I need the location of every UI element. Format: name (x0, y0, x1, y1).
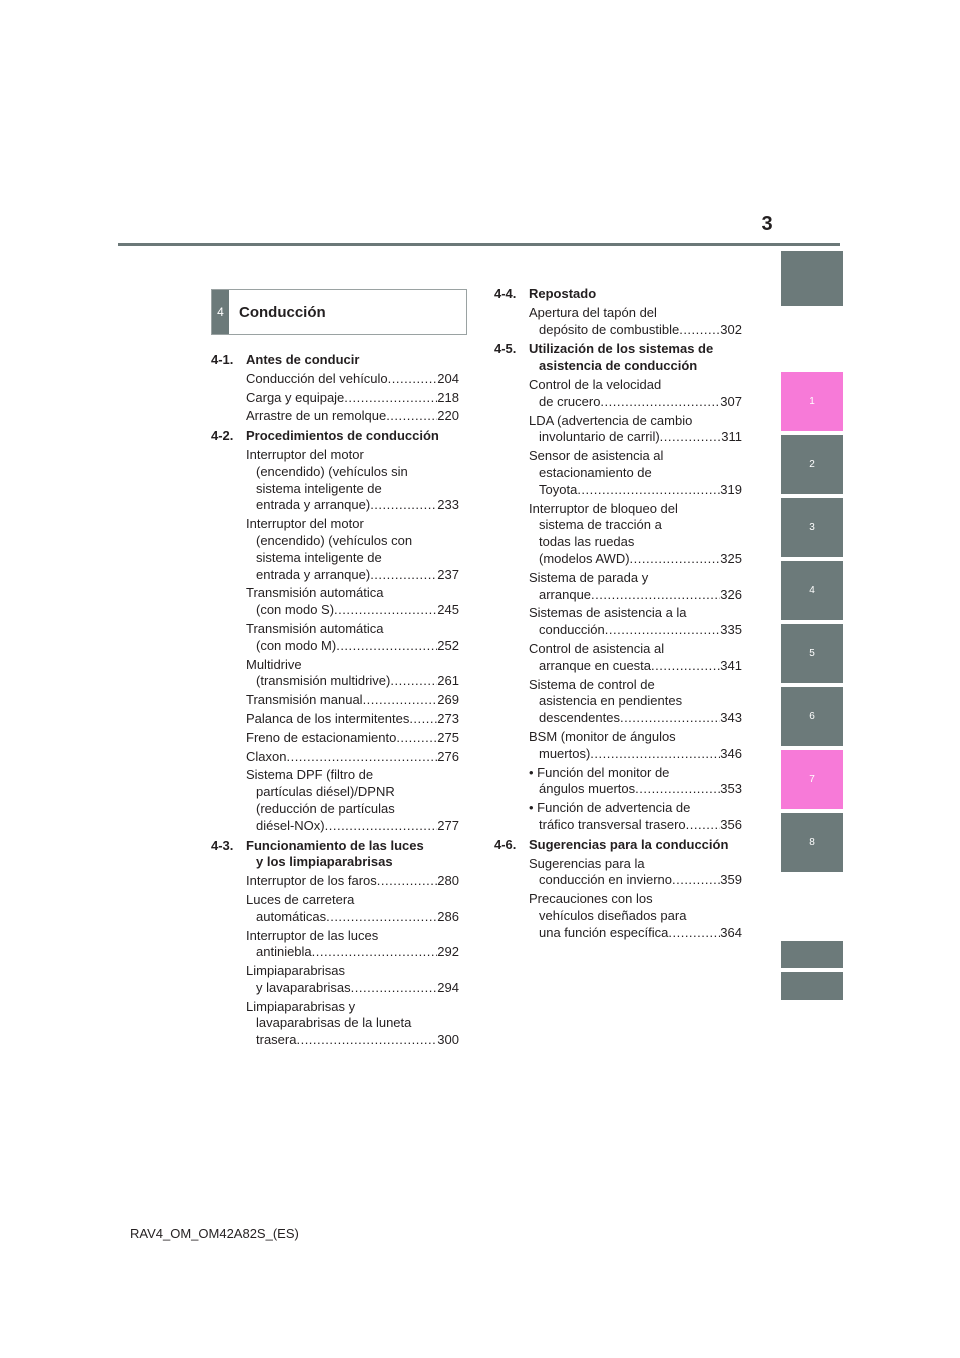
dot-leader (336, 638, 437, 655)
toc-entry-leader-line (246, 602, 459, 619)
toc-entry-text: y lavaparabrisas (256, 979, 351, 995)
toc-entry-text: Transmisión automática (246, 620, 384, 636)
subsection-number: 4-3. (211, 837, 234, 853)
toc-entry-text: Multidrive (246, 656, 302, 672)
toc-entry-text: una función específica (539, 924, 669, 940)
toc-entry-leader-line (529, 781, 742, 798)
toc-page-number: 307 (720, 393, 742, 409)
toc-entry-text: ángulos muertos (539, 781, 636, 797)
toc-entry-text: Transmisión automática (246, 585, 384, 601)
toc-entry-leader-line (246, 749, 459, 766)
dot-leader (386, 408, 437, 425)
toc-entry-text: trasera (256, 1032, 297, 1048)
section-number: 4 (212, 290, 229, 334)
toc-entry-text: antiniebla (256, 944, 312, 960)
chapter-tab-label: 2 (809, 459, 815, 470)
toc-entry[interactable] (211, 711, 459, 728)
toc-entry-leader-line (246, 692, 459, 709)
toc-entry-leader-line (246, 730, 459, 747)
toc-entry[interactable] (494, 677, 742, 727)
toc-subsection (494, 341, 742, 833)
subsection-heading[interactable] (494, 837, 742, 854)
dot-leader (296, 1032, 437, 1049)
dot-leader (326, 909, 437, 926)
dot-leader (351, 980, 438, 997)
toc-subsection (494, 286, 742, 338)
toc-entry-text: depósito de combustible (539, 321, 680, 337)
subsection-title (529, 341, 742, 375)
toc-entry-leader-line (246, 497, 459, 514)
toc-entry-text: (transmisión multidrive) (256, 673, 391, 689)
subsection-title-line: Utilización de los sistemas de (529, 341, 714, 357)
toc-page-number: 269 (437, 692, 459, 708)
section-title: Conducción (239, 303, 326, 321)
toc-page-number: 261 (437, 673, 459, 689)
toc-entry-text: (encendido) (vehículos sin (256, 463, 408, 479)
dot-leader (679, 322, 720, 339)
subsection-number: 4-6. (494, 836, 517, 852)
toc-page-number: 356 (720, 816, 742, 832)
toc-entry[interactable] (494, 800, 742, 834)
dot-leader (630, 551, 721, 568)
toc-subsection (211, 428, 459, 834)
toc-entry-text: sistema inteligente de (256, 549, 382, 565)
toc-page-number: 275 (437, 729, 459, 745)
subsection-number: 4-1. (211, 352, 234, 367)
toc-entry-text: Interruptor de las luces (246, 927, 379, 943)
dot-leader (377, 873, 438, 890)
toc-entry-text: lavaparabrisas de la luneta (256, 1015, 412, 1031)
chapter-tab-6[interactable] (781, 687, 843, 746)
toc-entry-text: asistencia en pendientes (539, 693, 683, 709)
chapter-tab-5[interactable] (781, 624, 843, 683)
dot-leader (409, 711, 437, 728)
toc-entry-text: Sugerencias para la (529, 855, 645, 871)
chapter-tab-label: 7 (809, 774, 815, 785)
toc-entry-leader-line (529, 551, 742, 568)
dot-leader (325, 818, 438, 835)
toc-entry-text: diésel-NOx) (256, 817, 325, 833)
dot-leader (334, 602, 437, 619)
dot-leader (577, 482, 720, 499)
dot-leader (660, 429, 722, 446)
toc-entry-text: Interruptor del motor (246, 516, 364, 532)
toc-page-number: 237 (437, 566, 459, 582)
footer-doc-code: RAV4_OM_OM42A82S_(ES) (130, 1226, 299, 1241)
toc-entry-leader-line (246, 818, 459, 835)
subsection-heading[interactable] (211, 352, 459, 369)
toc-entry[interactable] (211, 873, 459, 890)
toc-entry-leader-line (529, 622, 742, 639)
chapter-tab-1[interactable] (781, 372, 843, 431)
chapter-tab-label: 4 (809, 585, 815, 596)
subsection-heading[interactable] (494, 286, 742, 303)
toc-page-number: 276 (437, 748, 459, 764)
toc-entry-leader-line (246, 638, 459, 655)
chapter-tab-4[interactable] (781, 561, 843, 620)
toc-entry-text: BSM (monitor de ángulos (529, 728, 676, 744)
toc-entry[interactable] (494, 765, 742, 799)
toc-entry-leader-line (529, 482, 742, 499)
toc-page-number: 325 (720, 550, 742, 566)
chapter-tab-label: 6 (809, 711, 815, 722)
toc-entry-text: Sensor de asistencia al (529, 448, 664, 464)
toc-page-number: 335 (720, 622, 742, 638)
dot-leader (600, 394, 720, 411)
toc-entry[interactable] (494, 377, 742, 411)
dot-leader (686, 817, 721, 834)
toc-page-number: 233 (437, 497, 459, 513)
toc-entry[interactable] (211, 621, 459, 655)
toc-entry-text: Sistema de parada y (529, 569, 649, 585)
toc-entry-text: entrada y arranque) (256, 497, 371, 513)
toc-entry-text: Interruptor de los faros (246, 873, 377, 889)
subsection-number: 4-5. (494, 341, 517, 357)
toc-entry-text: Control de asistencia al (529, 640, 665, 656)
toc-entry-text: LDA (advertencia de cambio (529, 412, 693, 428)
toc-entry[interactable] (494, 729, 742, 763)
toc-entry[interactable] (494, 605, 742, 639)
toc-entry-text: Control de la velocidad (529, 376, 662, 392)
toc-entry[interactable] (494, 501, 742, 568)
toc-entry-leader-line (529, 872, 742, 889)
dot-leader (388, 371, 438, 388)
toc-entry-text: (reducción de partículas (256, 800, 395, 816)
toc-entry[interactable] (211, 963, 459, 997)
toc-page-number: 359 (720, 872, 742, 888)
toc-entry-text: Luces de carretera (246, 891, 355, 907)
toc-subsection (494, 837, 742, 942)
toc-entry[interactable] (211, 999, 459, 1049)
toc-page-number: 245 (437, 602, 459, 618)
toc-entry-text: Arrastre de un remolque (246, 408, 387, 424)
toc-entry-text: de crucero (539, 393, 601, 409)
toc-entry[interactable] (211, 447, 459, 514)
dot-leader (651, 658, 720, 675)
toc-page-number: 218 (437, 389, 459, 405)
toc-entry[interactable] (211, 390, 459, 407)
dot-leader (396, 730, 437, 747)
dot-leader (286, 749, 437, 766)
toc-entry[interactable] (211, 516, 459, 583)
toc-entry[interactable] (211, 692, 459, 709)
toc-subsection (211, 838, 459, 1050)
toc-entry-leader-line (529, 925, 742, 942)
toc-page-number: 220 (437, 408, 459, 424)
toc-entry-text: Conducción del vehículo (246, 370, 388, 386)
subsection-title-line: asistencia de conducción (539, 358, 698, 374)
toc-entry-text: conducción en invierno (539, 872, 672, 888)
toc-entry-leader-line (246, 567, 459, 584)
toc-entry-leader-line (246, 371, 459, 388)
toc-entry-leader-line (529, 817, 742, 834)
toc-entry-text: vehículos diseñados para (539, 907, 687, 923)
toc-entry-text: • Función de advertencia de (529, 800, 691, 816)
toc-entry-leader-line (529, 658, 742, 675)
subsection-number: 4-2. (211, 428, 234, 444)
toc-page-number: 311 (721, 429, 742, 445)
subsection-title-line: Sugerencias para la conducción (529, 836, 729, 852)
toc-entry[interactable] (494, 856, 742, 890)
chapter-tab-label: 3 (809, 522, 815, 533)
toc-page-number: 292 (437, 944, 459, 960)
toc-entry[interactable] (494, 641, 742, 675)
toc-entry[interactable] (494, 305, 742, 339)
subsection-title (529, 286, 742, 303)
toc-entry[interactable] (211, 892, 459, 926)
toc-right-column (494, 286, 742, 944)
toc-entry-text: sistema de tracción a (539, 517, 662, 533)
chapter-tab-index-b[interactable] (781, 972, 843, 1000)
dot-leader (605, 622, 721, 639)
toc-page-number: 302 (720, 321, 742, 337)
toc-entry-text: Toyota (539, 481, 578, 497)
toc-subsection (211, 352, 459, 425)
dot-leader (390, 673, 437, 690)
chapter-tab-index-a[interactable] (781, 941, 843, 968)
chapter-tab-3[interactable] (781, 498, 843, 557)
toc-entry[interactable] (211, 749, 459, 766)
dot-leader (635, 781, 720, 798)
toc-entry-leader-line (246, 408, 459, 425)
toc-entry[interactable] (211, 767, 459, 834)
toc-page-number: 277 (437, 817, 459, 833)
toc-page-number: 273 (437, 710, 459, 726)
toc-page-number: 326 (720, 586, 742, 602)
toc-left-column (211, 352, 459, 1052)
dot-leader (672, 872, 720, 889)
subsection-number: 4-4. (494, 286, 517, 301)
dot-leader (590, 746, 720, 763)
toc-entry[interactable] (211, 657, 459, 691)
toc-entry-text: Apertura del tapón del (529, 304, 657, 320)
toc-entry-text: Transmisión manual (246, 692, 363, 708)
toc-page-number: 319 (720, 481, 742, 497)
page-number: 3 (761, 213, 773, 235)
toc-entry-text: (modelos AWD) (539, 550, 630, 566)
toc-entry-text: • Función del monitor de (529, 764, 670, 780)
toc-entry-leader-line (529, 710, 742, 727)
toc-entry-leader-line (246, 711, 459, 728)
subsection-title (529, 837, 742, 854)
toc-entry-leader-line (529, 587, 742, 604)
toc-entry-text: Claxon (246, 748, 287, 764)
toc-page-number: 353 (720, 781, 742, 797)
toc-page-number: 204 (437, 370, 459, 386)
toc-entry-text: Sistema de control de (529, 676, 655, 692)
dot-leader (591, 587, 720, 604)
toc-entry-leader-line (246, 390, 459, 407)
chapter-tab-7[interactable] (781, 750, 843, 809)
toc-entry-leader-line (246, 980, 459, 997)
toc-entry-text: arranque (539, 586, 592, 602)
dot-leader (363, 692, 438, 709)
chapter-tab-label: 8 (809, 837, 815, 848)
toc-entry-text: Sistemas de asistencia a la (529, 605, 687, 621)
toc-page-number: 341 (720, 657, 742, 673)
toc-entry-text: Sistema DPF (filtro de (246, 767, 374, 783)
toc-entry[interactable] (211, 371, 459, 388)
toc-entry-leader-line (246, 944, 459, 961)
toc-entry-text: conducción (539, 622, 605, 638)
section-header (211, 289, 467, 335)
toc-entry-leader-line (529, 394, 742, 411)
chapter-tab-8[interactable] (781, 813, 843, 872)
dot-leader (312, 944, 438, 961)
toc-entry-text: automáticas (256, 908, 327, 924)
toc-entry-text: Interruptor de bloqueo del (529, 500, 678, 516)
toc-entry-text: muertos) (539, 745, 591, 761)
dot-leader (620, 710, 720, 727)
toc-entry-text: Limpiaparabrisas y (246, 998, 356, 1014)
subsection-heading[interactable] (211, 428, 459, 445)
toc-entry[interactable] (211, 585, 459, 619)
toc-entry-text: (con modo S) (256, 602, 335, 618)
toc-page-number: 364 (720, 924, 742, 940)
dot-leader (370, 567, 437, 584)
subsection-heading[interactable] (494, 341, 742, 375)
toc-entry-text: partículas diésel)/DPNR (256, 784, 395, 800)
toc-entry-text: Carga y equipaje (246, 389, 345, 405)
toc-entry-leader-line (529, 322, 742, 339)
toc-entry-leader-line (246, 873, 459, 890)
toc-entry-text: Precauciones con los (529, 891, 653, 907)
dot-leader (668, 925, 720, 942)
toc-entry[interactable] (494, 891, 742, 941)
toc-entry-text: Freno de estacionamiento (246, 729, 397, 745)
subsection-title-line: y los limpiaparabrisas (256, 854, 393, 870)
subsection-title (246, 428, 459, 445)
toc-entry[interactable] (494, 413, 742, 447)
toc-entry-text: (encendido) (vehículos con (256, 532, 413, 548)
toc-entry-text: involuntario de carril) (539, 429, 660, 445)
toc-page-number: 280 (437, 873, 459, 889)
toc-entry-leader-line (529, 429, 742, 446)
toc-page-number: 343 (720, 710, 742, 726)
subsection-title-line: Funcionamiento de las luces (246, 837, 424, 853)
toc-entry-leader-line (246, 909, 459, 926)
chapter-tab-label: 5 (809, 648, 815, 659)
toc-entry-text: sistema inteligente de (256, 480, 382, 496)
toc-entry[interactable] (211, 730, 459, 747)
toc-entry-text: Limpiaparabrisas (246, 963, 345, 979)
toc-page-number: 294 (437, 979, 459, 995)
toc-entry-text: descendentes (539, 710, 620, 726)
toc-entry-text: Interruptor del motor (246, 446, 364, 462)
toc-entry-text: tráfico transversal trasero (539, 816, 686, 832)
toc-entry-text: arranque en cuesta (539, 657, 652, 673)
chapter-tab-2[interactable] (781, 435, 843, 494)
subsection-heading[interactable] (211, 838, 459, 872)
toc-entry-leader-line (246, 673, 459, 690)
subsection-title (246, 838, 459, 872)
toc-page-number: 252 (437, 637, 459, 653)
subsection-title (246, 352, 459, 369)
toc-entry-text: todas las ruedas (539, 534, 635, 550)
toc-entry-leader-line (529, 746, 742, 763)
toc-entry-text: estacionamiento de (539, 464, 652, 480)
toc-entry-text: Palanca de los intermitentes (246, 710, 410, 726)
chapter-tab-label: 1 (809, 396, 815, 407)
subsection-title-line: Repostado (529, 286, 597, 301)
chapter-tab-top (781, 251, 843, 306)
toc-page-number: 286 (437, 908, 459, 924)
subsection-title-line: Antes de conducir (246, 352, 360, 367)
toc-entry-leader-line (246, 1032, 459, 1049)
toc-entry[interactable] (494, 570, 742, 604)
toc-entry[interactable] (211, 928, 459, 962)
toc-entry-text: entrada y arranque) (256, 566, 371, 582)
subsection-title-line: Procedimientos de conducción (246, 428, 439, 444)
toc-entry-text: (con modo M) (256, 637, 337, 653)
toc-page-number: 300 (437, 1032, 459, 1048)
header-rule (118, 243, 840, 246)
dot-leader (344, 390, 437, 407)
toc-entry[interactable] (494, 448, 742, 498)
dot-leader (370, 497, 437, 514)
toc-page-number: 346 (720, 745, 742, 761)
toc-entry[interactable] (211, 408, 459, 425)
